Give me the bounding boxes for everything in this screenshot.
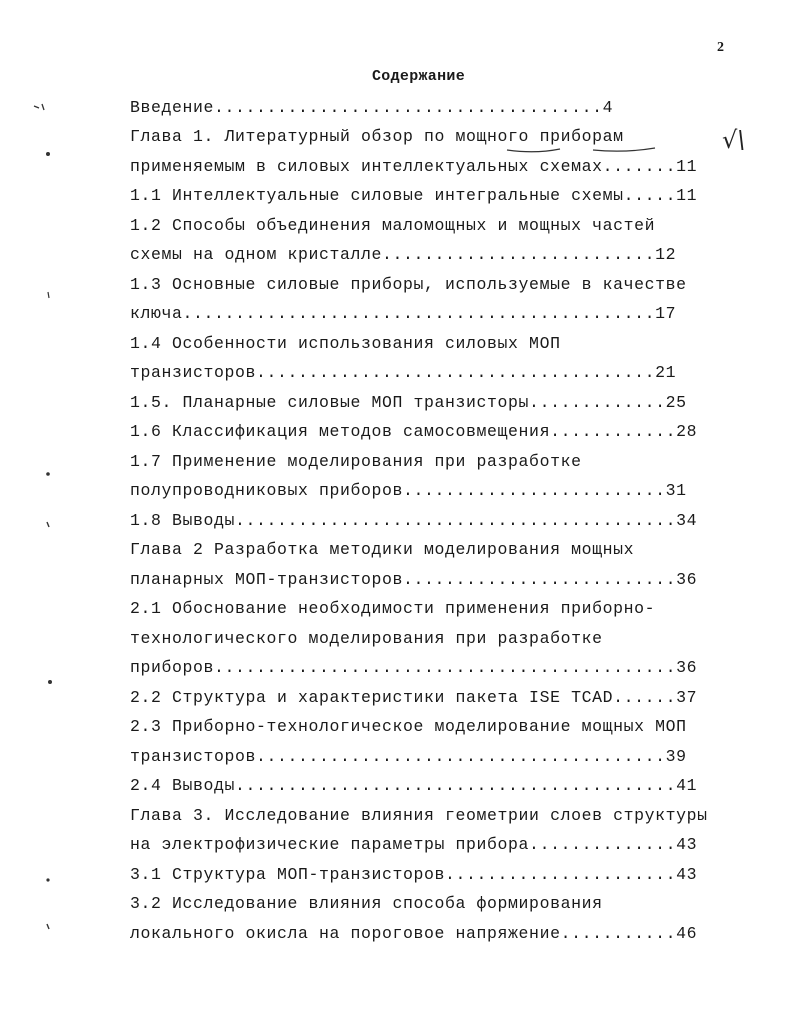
handwritten-check-note: √\ xyxy=(722,126,746,154)
toc-line: на электрофизические параметры прибора..............43 xyxy=(130,835,698,854)
toc-line: ключа.............................................17 xyxy=(130,304,677,323)
toc-line: 1.3 Основные силовые приборы, используемые в качестве xyxy=(130,275,687,294)
toc-line: транзисторов......................................21 xyxy=(130,363,677,382)
toc-line: транзисторов.......................................39 xyxy=(130,747,687,766)
toc-line: Введение.....................................4 xyxy=(130,98,614,117)
toc-line: 2.3 Приборно-технологическое моделирование мощных МОП xyxy=(130,717,687,736)
toc-line: 3.2 Исследование влияния способа формирования xyxy=(130,894,603,913)
toc-line: технологического моделирования при разработке xyxy=(130,629,603,648)
toc-line: 1.5. Планарные силовые МОП транзисторы.............25 xyxy=(130,393,687,412)
toc-line: 1.1 Интеллектуальные силовые интегральные схемы.....11 xyxy=(130,186,698,205)
page-title: Содержание xyxy=(372,68,466,85)
handwritten-underline xyxy=(505,146,665,158)
toc-line: 2.2 Структура и характеристики пакета ISE TCAD......37 xyxy=(130,688,698,707)
toc-line: Глава 1. Литературный обзор по мощного приборам xyxy=(130,127,624,146)
toc-line: приборов............................................36 xyxy=(130,658,698,677)
toc-line: 3.1 Структура МОП-транзисторов......................43 xyxy=(130,865,698,884)
toc-line: 2.1 Обоснование необходимости применения приборно- xyxy=(130,599,656,618)
toc-line: Глава 3. Исследование влияния геометрии слоев структуры xyxy=(130,806,708,825)
toc-line: полупроводниковых приборов.........................31 xyxy=(130,481,687,500)
toc-line: локального окисла на пороговое напряжение...........46 xyxy=(130,924,698,943)
toc-line: 2.4 Выводы..........................................41 xyxy=(130,776,698,795)
toc-line: 1.6 Классификация методов самосовмещения............28 xyxy=(130,422,698,441)
toc-line: 1.8 Выводы..........................................34 xyxy=(130,511,698,530)
scan-specks xyxy=(30,100,60,950)
toc-line: планарных МОП-транзисторов..........................36 xyxy=(130,570,698,589)
toc-line: 1.4 Особенности использования силовых МОП xyxy=(130,334,561,353)
toc-line: 1.2 Способы объединения маломощных и мощных частей xyxy=(130,216,656,235)
toc-line: 1.7 Применение моделирования при разработке xyxy=(130,452,582,471)
toc-line: применяемым в силовых интеллектуальных схемах.......11 xyxy=(130,157,698,176)
toc-line: Глава 2 Разработка методики моделирования мощных xyxy=(130,540,635,559)
toc-line: схемы на одном кристалле..........................12 xyxy=(130,245,677,264)
page-number: 2 xyxy=(717,40,724,55)
